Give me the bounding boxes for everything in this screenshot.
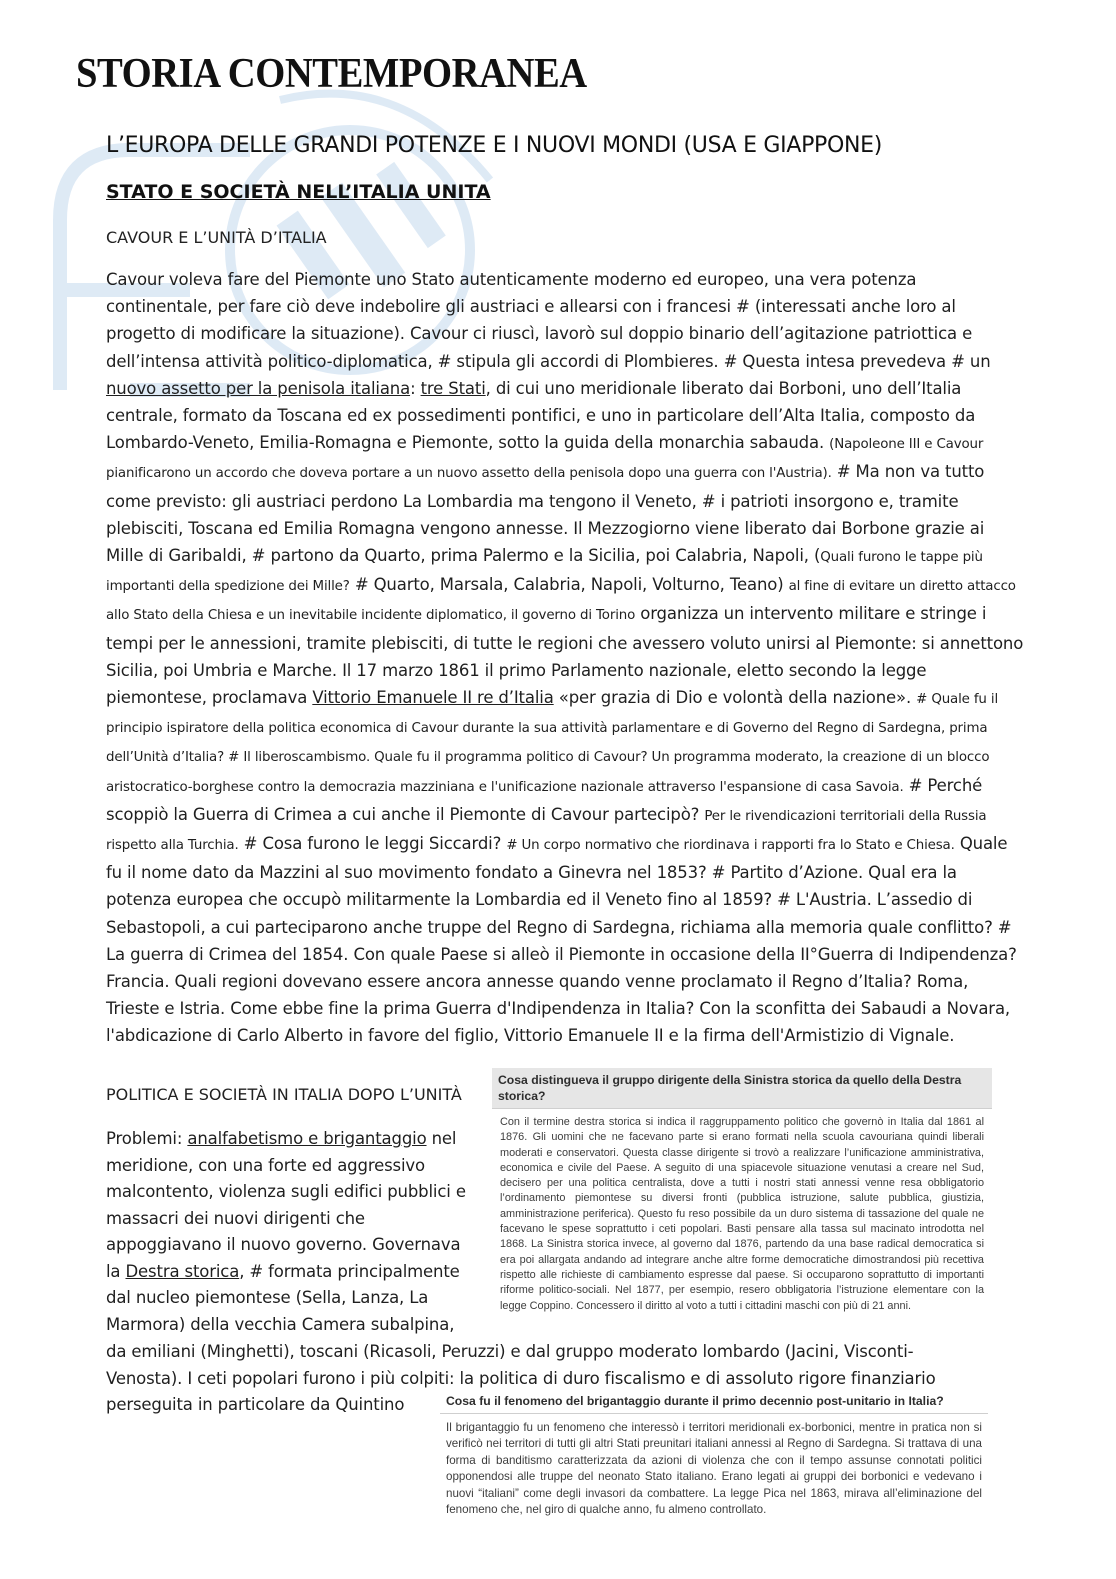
quiz-box-sinistra-destra (492, 1068, 992, 1318)
text-run: , di cui uno meridionale liberato dai Borboni, uno dell’Italia centrale, formato da Toscana ed ex possedimenti pontifici, e uno in particolare dell’Alta Italia, composto da Lombardo-Veneto, Emilia-Romagna e Piemonte, sotto la guida della monarchia sabauda. (106, 378, 976, 453)
text-run: # Ma non va tutto come previsto: gli austriaci perdono La Lombardia ma tengono il Veneto, # i patrioti insorgono e, tramite plebisciti, Toscana ed Emilia Romagna vengono annesse. Il Mezzogiorno viene liberato dai Borbone grazie ai Mille di Garibaldi, # partono da Quarto, prima Palermo e la Sicilia, poi Calabria, Napoli, ( (106, 462, 985, 566)
text-run: # Cosa furono le leggi Siccardi? (238, 834, 507, 854)
sub-heading: STATO E SOCIETÀ NELL’ITALIA UNITA (106, 181, 491, 203)
underlined-phrase: analfabetismo e brigantaggio (187, 1129, 427, 1148)
section-heading: L’EUROPA DELLE GRANDI POTENZE E I NUOVI MONDI (USA E GIAPPONE) (106, 133, 883, 158)
quiz-box-brigantaggio (440, 1389, 988, 1544)
page-title: STORIA CONTEMPORANEA (76, 51, 587, 97)
quiz-answer: Il brigantaggio fu un fenomeno che interessò i territori meridionali ex-borbonici, mentre in pratica non si verificò nei territori di tutti gli altri Stati preunitari italiani annessi al Regno di Sardegna. Si trattava di una forma di banditismo caratterizzata da azioni di violenza che con il tempo assunse connotati politici opponendosi alle truppe del neonato Stato italiano. Erano legati ai gruppi dei borbonici e vedevano i nuovi “italiani” come degli invasori da combattere. La legge Pica nel 1863, mirava all’eliminazione del fenomeno che, nel giro di qualche anno, fu almeno controllato. (446, 1421, 982, 1517)
paragraph-ceti-popolari: da emiliani (Minghetti), toscani (Ricasoli, Peruzzi) e dal gruppo moderato lombardo (Jacini, Visconti-Venosta). I ceti popolari furono i più colpiti: la politica di duro fiscalismo e di assoluto rigore finanziario perseguita in particolare da Quintino (106, 1342, 936, 1414)
text-run: # Perché scoppiò la Guerra di Crimea a cui anche il Piemonte di Cavour partecipò? (106, 775, 983, 824)
text-run: Problemi: (106, 1129, 188, 1148)
underlined-phrase: tre Stati (420, 378, 486, 398)
text-run: Quale fu il nome dato da Mazzini al suo movimento fondato a Ginevra nel 1853? # Partito d’Azione. Qual era la potenza europea che occupò militarmente la Lombardia ed il Veneto fino al 1859? # L'Austria. L’assedio di Sebastopoli, a cui parteciparono anche truppe del Regno di Sardegna, richiama alla memoria quale conflitto? # La guerra di Crimea del 1854. Con quale Paese si alleò il Piemonte in occasione della II°Guerra di Indipendenza? Francia. Quali regioni dovevano essere ancora annesse quando venne proclamato il Regno d’Italia? Roma, Trieste e Istria. Come ebbe fine la prima Guerra d'Indipendenza in Italia? Con la sconfitta dei Sabaudi a Novara, l'abdicazione di Carlo Alberto in favore del figlio, Vittorio Emanuele II e la firma dell'Armistizio di Vignale. (106, 834, 1017, 1046)
note-small: al fine di evitare un diretto attacco allo Stato della Chiesa e un inevitabile incidente diplomatico, il governo di Torino (106, 579, 1016, 624)
topic-heading-politica: POLITICA E SOCIETÀ IN ITALIA DOPO L’UNITÀ (106, 1085, 462, 1104)
text-run: , # formata principalmente dal nucleo piemontese (Sella, Lanza, La Marmora) della vecchia Camera subalpina, (106, 1261, 460, 1334)
quiz-question: Cosa fu il fenomeno del brigantaggio durante il primo decennio post-unitario in Italia? (440, 1389, 988, 1414)
note-small: Per le rivendicazioni territoriali della Russia rispetto alla Turchia. (106, 808, 987, 854)
quiz-answer: Con il termine destra storica si indica il raggruppamento politico che governò in Italia dal 1861 al 1876. Gli uomini che ne facevano parte si erano formati nella scuola cavouriana quindi liberali moderati e conservatori. Questa classe dirigente si trovò a realizzare l’unificazione amministrativa, economica e civile del Paese. A seguito di una spiacevole situazione venutasi a creare nel Sud, decisero per una politica centralista, dove a tutti i nostri stati annessi venne resa obbligatorio l’ordinamento piemontese su diversi fronti (pubblica istruzione, salute pubblica, giustizia, amministrazione periferica). Questo fu reso possibile da un duro sistema di tassazione del quale ne facevano le spese soprattutto i ceti popolari. Basti pensare alla tassa sul macinato introdotta nel 1868. La Sinistra storica invece, al governo dal 1876, partendo da una base radical democratica si era poi allargata andando ad integrare anche altre forme democratiche dimostrandosi più recettiva rispetto alle richieste di cambiamento espresse dal paese. Si occuparono soprattutto di importanti riforme politico-sociali. Nel 1877, per esempio, resero obbligatoria l’istruzione elementare con la legge Coppino. Concessero il diritto al voto a tutti i cittadini maschi con più di 21 anni. (500, 1116, 984, 1312)
text-run: organizza un intervento militare e stringe i tempi per le annessioni, tramite plebisciti, di tutte le regioni che avessero voluto unirsi al Piemonte: si annettono Sicilia, poi Umbria e Marche. Il 17 marzo 1861 il primo Parlamento nazionale, eletto secondo la legge piemontese, proclamava (106, 604, 1024, 708)
note-small: # Quale fu il principio ispiratore della politica economica di Cavour durante la sua attività parlamentare e di Governo del Regno di Sardegna, prima dell’Unità d’Italia? # Il liberoscambismo. Quale fu il programma politico di Cavour? Un programma moderato, la creazione di un blocco aristocratico-borghese contro la democrazia mazziniana e l'unificazione nazionale attraverso l'espansione di casa Savoia. (106, 692, 999, 795)
paragraph-cavour (106, 266, 1024, 1050)
underlined-phrase: Destra storica (125, 1261, 240, 1281)
text-run: nel meridione, con una forte ed aggressivo malcontento, violenza sugli edifici pubblici e massacri dei nuovi dirigenti che appoggiavano il nuovo governo. Governava la (106, 1129, 466, 1281)
text-run: Cavour voleva fare del Piemonte uno Stato autenticamente moderno ed europeo, una vera potenza continentale, per fare ciò deve indebolire gli austriaci e allearsi con i francesi # (interessati anche loro al progetto di modificare la situazione). Cavour ci riuscì, lavorò sul doppio binario dell’agitazione patriottica e dell’intensa attività politico-diplomatica, # stipula gli accordi di Plombieres. # Questa intesa prevedeva # un (106, 270, 991, 371)
note-small: # Un corpo normativo che riordinava i rapporti fra lo Stato e Chiesa. (506, 838, 955, 854)
topic-heading-cavour: CAVOUR E L’UNITÀ D’ITALIA (106, 228, 327, 247)
quiz-question: Cosa distingueva il gruppo dirigente della Sinistra storica da quello della Destra storica? (492, 1068, 992, 1109)
text-run: «per grazia di Dio e volontà della nazione». (553, 688, 917, 708)
note-small: Quali furono le tappe più importanti della spedizione dei Mille? (106, 550, 983, 595)
underlined-phrase: Vittorio Emanuele II re d’Italia (312, 688, 554, 708)
text-run: : (410, 378, 421, 398)
paragraph-problemi (106, 1126, 466, 1338)
note-small: (Napoleone III e Cavour pianificarono un accordo che doveva portare a un nuovo assetto della penisola dopo una guerra con l'Austria). (106, 437, 984, 482)
underlined-phrase: nuovo assetto per la penisola italiana (106, 378, 411, 398)
text-run: # Quarto, Marsala, Calabria, Napoli, Volturno, Teano) (349, 575, 789, 595)
